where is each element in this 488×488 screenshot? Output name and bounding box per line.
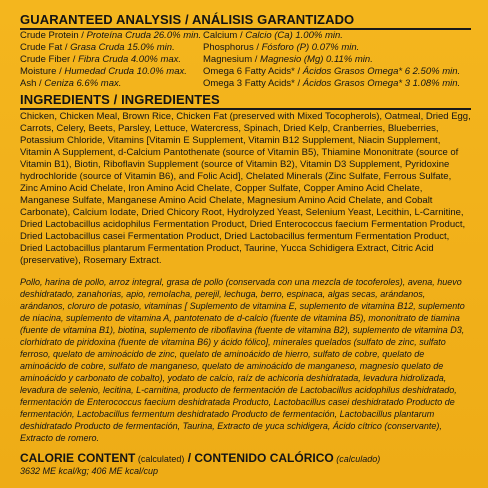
calorie-qualifier-es: (calculado) <box>333 454 381 464</box>
ingredients-divider <box>20 108 471 110</box>
analysis-column-right <box>203 30 471 90</box>
analysis-row: Magnesium / Magnesio (Mg) 0.11% min. <box>203 54 373 65</box>
analysis-row: Phosphorus / Fósforo (P) 0.07% min. <box>203 42 360 53</box>
ingredients-english: Chicken, Chicken Meal, Brown Rice, Chicken Fat (preserved with Mixed Tocopherols), Oatmeal, Dried Egg, Carrots, Celery, Beets, Parsley, Lettuce, Watercress, Spinach, Dried Kelp, Cranberries, Blueberries, Potassium Chloride, Vitamins [Vitamin E Supplement, Vitamin B12 Supplement, Niacin Supplement, Vitamin A Supplement, d-Calcium Pantothenate (source of Vitamin B5), Thiamine Mononitrate (source of Vitamin B1), Biotin, Riboflavin Supplement (source of Vitamin B2), Vitamin D3 Supplement, Pyridoxine hydrochloride (source of Vitamin B6), and Folic Acid], Chelated Minerals (Zinc Sulfate, Ferrous Sulfate, Zinc Amino Acid Chelate, Iron Amino Acid Chelate, Copper Sulfate, Copper Amino Acid Chelate, Manganese Sulfate, Manganese Amino Acid Chelate, Magnesium Amino Acid Chelate, and Cobalt Carbonate), Calcium Iodate, Dried Chicory Root, Hydrolyzed Yeast, Selenium Yeast, Lecithin, L-Carnitine, Dried Lactobacillus acidophilus Fermentation Product, Dried Enterococcus faecium Fermentation Product, Dried Lactobacillus casei Fermentation Product, Dried Lactobacillus fermentum Fermentation Product, Dried Lactobacillus plantarum Fermentation Product, Taurine, Yucca Schidigera Extract, Citric Acid (preservative), Rosemary Extract. <box>20 111 471 266</box>
analysis-row: Omega 6 Fatty Acids* / Ácidos Grasos Omega* 6 2.50% min. <box>203 66 461 77</box>
analysis-row: Crude Protein / Proteína Cruda 26.0% min. <box>20 30 202 41</box>
calorie-qualifier-en: (calculated) <box>135 454 185 464</box>
calorie-heading-es: CONTENIDO CALÓRICO <box>194 451 334 465</box>
analysis-row: Calcium / Calcio (Ca) 1.00% min. <box>203 30 343 41</box>
guaranteed-analysis-heading: GUARANTEED ANALYSIS / ANÁLISIS GARANTIZADO <box>20 12 355 27</box>
analysis-row: Moisture / Humedad Cruda 10.0% max. <box>20 66 187 77</box>
guaranteed-analysis-table <box>20 30 471 90</box>
analysis-row: Crude Fat / Grasa Cruda 15.0% min. <box>20 42 175 53</box>
analysis-row: Omega 3 Fatty Acids* / Ácidos Grasos Omega* 3 1.08% min. <box>203 78 461 89</box>
calorie-heading-en: CALORIE CONTENT <box>20 451 136 465</box>
analysis-row: Crude Fiber / Fibra Cruda 4.00% max. <box>20 54 182 65</box>
ingredients-heading: INGREDIENTS / INGREDIENTES <box>20 92 220 107</box>
calorie-content-heading <box>20 451 471 466</box>
analysis-row: Ash / Ceniza 6.6% max. <box>20 78 122 89</box>
calorie-content-value: 3632 ME kcal/kg; 406 ME kcal/cup <box>20 466 159 476</box>
ingredients-spanish: Pollo, harina de pollo, arroz integral, grasa de pollo (conservada con una mezcla de tocoferoles), avena, huevo deshidratado, zanahorias, apio, remolacha, perejil, lechuga, berro, espinaca, algas secas, arándanos, arándanos, cloruro de potasio, vitaminas [ Suplemento de vitamina E, suplemento de vitamina B12, suplemento de niacina, suplemento de vitamina A, pantotenato de d-calcio (fuente de vitamina B5), mononitrato de tiamina (fuente de vitamina B1), biotina, suplemento de riboflavina (fuente de vitamina B2), suplemento de vitamina D3, clorhidrato de piridoxina (fuente de vitamina B6) y ácido fólico], minerales quelados (sulfato de zinc, sulfato ferroso, quelato de aminoácido de zinc, quelato de aminoácido de hierro, sulfato de cobre, quelato de aminoácido de cobre, sulfato de manganeso, quelato de aminoácido de manganeso, magnesio quelato de aminoácido y carbonato de cobalto), yodato de calcio, raíz de achicoria deshidratada, levadura hidrolizada, levadura de selenio, lecitina, L-carnitina, producto de fermentación de Lactobacillus acidophilus deshidratado, fermentación de Enterococcus faecium deshidratada Producto, Lactobacillus casei deshidratado Producto de fermentación, Lactobacillus fermentum deshidratado Producto de fermentación, Lactobacillus plantarum deshidratado Producto de fermentación, Taurina, Extracto de yuca schidigera, Ácido cítrico (conservante), Extracto de romero. <box>20 277 465 443</box>
analysis-column-left <box>20 30 203 90</box>
calorie-heading-separator: / <box>184 451 195 465</box>
